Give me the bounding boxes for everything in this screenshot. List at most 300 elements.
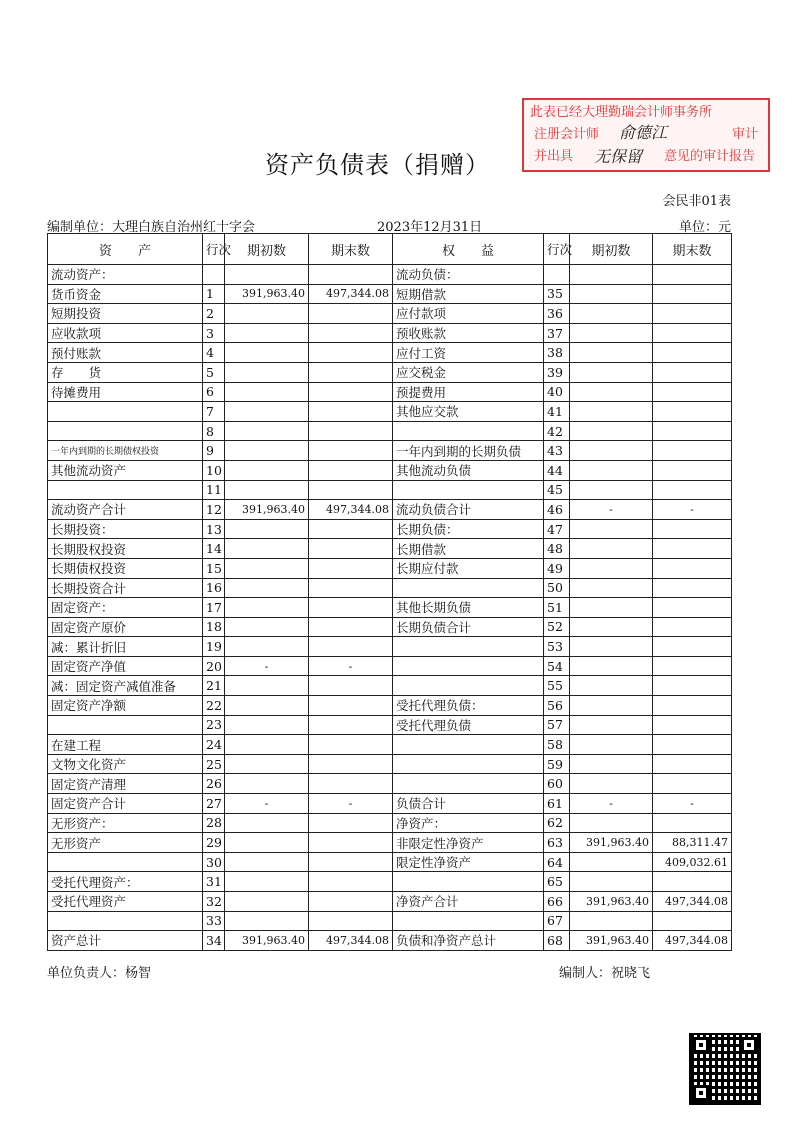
stamp-signature-1: 俞德江 bbox=[619, 123, 668, 142]
report-date: 2023年12月31日 bbox=[377, 220, 483, 235]
asset-cell: 固定资产原价 bbox=[48, 617, 203, 637]
asset-line-no-cell: 29 bbox=[203, 833, 225, 853]
asset-end-cell bbox=[309, 852, 393, 872]
equity-end-cell bbox=[653, 519, 732, 539]
equity-line-no-cell: 61 bbox=[544, 794, 570, 814]
asset-line-no-cell: 1 bbox=[203, 284, 225, 304]
qr-code-icon bbox=[689, 1033, 761, 1105]
asset-line-no-cell: 15 bbox=[203, 558, 225, 578]
asset-end-cell bbox=[309, 676, 393, 696]
equity-line-no-cell: 66 bbox=[544, 892, 570, 912]
asset-cell: 无形资产 bbox=[48, 833, 203, 853]
asset-line-no-cell: 3 bbox=[203, 323, 225, 343]
asset-end-cell bbox=[309, 774, 393, 794]
asset-cell: 长期股权投资 bbox=[48, 539, 203, 559]
equity-cell bbox=[393, 774, 544, 794]
asset-begin-cell bbox=[225, 304, 309, 324]
equity-end-cell: 497,344.08 bbox=[653, 892, 732, 912]
equity-begin-cell bbox=[570, 284, 653, 304]
asset-line-no-cell: 20 bbox=[203, 656, 225, 676]
asset-begin-cell bbox=[225, 343, 309, 363]
asset-cell: 长期投资合计 bbox=[48, 578, 203, 598]
asset-end-cell bbox=[309, 715, 393, 735]
asset-cell: 受托代理资产 bbox=[48, 892, 203, 912]
table-row bbox=[48, 892, 732, 912]
equity-begin-cell bbox=[570, 735, 653, 755]
equity-begin-cell: 391,963.40 bbox=[570, 892, 653, 912]
asset-end-cell bbox=[309, 558, 393, 578]
equity-line-no-cell: 58 bbox=[544, 735, 570, 755]
equity-begin-cell bbox=[570, 578, 653, 598]
asset-cell: 流动资产： bbox=[48, 265, 203, 285]
asset-line-no-cell: 16 bbox=[203, 578, 225, 598]
asset-line-no-cell: 33 bbox=[203, 911, 225, 931]
equity-line-no-cell: 57 bbox=[544, 715, 570, 735]
equity-begin-cell bbox=[570, 911, 653, 931]
equity-line-no-cell: 65 bbox=[544, 872, 570, 892]
equity-begin-cell bbox=[570, 519, 653, 539]
asset-line-no-cell: 26 bbox=[203, 774, 225, 794]
asset-cell: 待摊费用 bbox=[48, 382, 203, 402]
equity-cell: 流动负债合计 bbox=[393, 500, 544, 520]
equity-line-no-cell: 62 bbox=[544, 813, 570, 833]
equity-begin-cell bbox=[570, 343, 653, 363]
header-begin: 期初数 bbox=[225, 234, 309, 265]
table-row bbox=[48, 539, 732, 559]
equity-cell bbox=[393, 754, 544, 774]
equity-cell: 其他流动负债 bbox=[393, 460, 544, 480]
equity-end-cell bbox=[653, 696, 732, 716]
asset-end-cell bbox=[309, 480, 393, 500]
asset-cell: 预付账款 bbox=[48, 343, 203, 363]
equity-line-no-cell: 63 bbox=[544, 833, 570, 853]
asset-line-no-cell bbox=[203, 265, 225, 285]
equity-line-no-cell: 44 bbox=[544, 460, 570, 480]
table-row bbox=[48, 578, 732, 598]
preparer: 编制人：祝晓飞 bbox=[559, 966, 651, 981]
asset-begin-cell bbox=[225, 598, 309, 618]
equity-line-no-cell: 50 bbox=[544, 578, 570, 598]
asset-cell: 文物文化资产 bbox=[48, 754, 203, 774]
table-row bbox=[48, 774, 732, 794]
equity-cell: 负债合计 bbox=[393, 794, 544, 814]
equity-end-cell bbox=[653, 656, 732, 676]
header-end-2: 期末数 bbox=[653, 234, 732, 265]
asset-end-cell bbox=[309, 578, 393, 598]
equity-end-cell: - bbox=[653, 500, 732, 520]
table-row bbox=[48, 421, 732, 441]
asset-cell: 长期债权投资 bbox=[48, 558, 203, 578]
table-row bbox=[48, 676, 732, 696]
equity-end-cell bbox=[653, 735, 732, 755]
equity-end-cell: - bbox=[653, 794, 732, 814]
equity-end-cell bbox=[653, 558, 732, 578]
asset-line-no-cell: 6 bbox=[203, 382, 225, 402]
equity-line-no-cell: 68 bbox=[544, 931, 570, 951]
asset-begin-cell bbox=[225, 911, 309, 931]
asset-begin-cell bbox=[225, 421, 309, 441]
equity-cell bbox=[393, 421, 544, 441]
asset-line-no-cell: 9 bbox=[203, 441, 225, 461]
equity-line-no-cell: 41 bbox=[544, 402, 570, 422]
asset-cell: 短期投资 bbox=[48, 304, 203, 324]
table-row bbox=[48, 696, 732, 716]
equity-cell: 应交税金 bbox=[393, 362, 544, 382]
equity-begin-cell bbox=[570, 872, 653, 892]
asset-end-cell bbox=[309, 304, 393, 324]
equity-end-cell bbox=[653, 402, 732, 422]
equity-cell: 负债和净资产总计 bbox=[393, 931, 544, 951]
equity-line-no-cell: 56 bbox=[544, 696, 570, 716]
equity-cell: 其他应交款 bbox=[393, 402, 544, 422]
equity-begin-cell bbox=[570, 362, 653, 382]
equity-begin-cell bbox=[570, 480, 653, 500]
equity-cell: 预收账款 bbox=[393, 323, 544, 343]
asset-end-cell bbox=[309, 382, 393, 402]
equity-end-cell bbox=[653, 441, 732, 461]
equity-end-cell bbox=[653, 362, 732, 382]
equity-cell bbox=[393, 872, 544, 892]
asset-begin-cell bbox=[225, 852, 309, 872]
table-row bbox=[48, 284, 732, 304]
asset-cell: 减：固定资产减值准备 bbox=[48, 676, 203, 696]
equity-cell: 一年内到期的长期负债 bbox=[393, 441, 544, 461]
asset-begin-cell bbox=[225, 323, 309, 343]
asset-cell: 长期投资： bbox=[48, 519, 203, 539]
equity-end-cell bbox=[653, 343, 732, 363]
asset-line-no-cell: 17 bbox=[203, 598, 225, 618]
asset-end-cell: - bbox=[309, 794, 393, 814]
equity-begin-cell bbox=[570, 265, 653, 285]
stamp-line-1: 此表已经大理勤瑞会计师事务所 bbox=[530, 105, 713, 120]
equity-begin-cell bbox=[570, 421, 653, 441]
asset-cell: 受托代理资产： bbox=[48, 872, 203, 892]
equity-end-cell bbox=[653, 637, 732, 657]
equity-cell bbox=[393, 656, 544, 676]
asset-end-cell bbox=[309, 617, 393, 637]
equity-cell bbox=[393, 480, 544, 500]
asset-line-no-cell: 31 bbox=[203, 872, 225, 892]
asset-end-cell bbox=[309, 362, 393, 382]
equity-cell: 其他长期负债 bbox=[393, 598, 544, 618]
asset-cell: 存 货 bbox=[48, 362, 203, 382]
asset-line-no-cell: 28 bbox=[203, 813, 225, 833]
equity-line-no-cell: 39 bbox=[544, 362, 570, 382]
equity-begin-cell bbox=[570, 460, 653, 480]
table-row bbox=[48, 833, 732, 853]
equity-cell: 流动负债： bbox=[393, 265, 544, 285]
equity-end-cell bbox=[653, 265, 732, 285]
asset-cell: 减：累计折旧 bbox=[48, 637, 203, 657]
asset-end-cell bbox=[309, 421, 393, 441]
equity-begin-cell bbox=[570, 304, 653, 324]
asset-line-no-cell: 22 bbox=[203, 696, 225, 716]
equity-line-no-cell: 64 bbox=[544, 852, 570, 872]
equity-begin-cell: 391,963.40 bbox=[570, 833, 653, 853]
equity-line-no-cell: 36 bbox=[544, 304, 570, 324]
asset-begin-cell bbox=[225, 754, 309, 774]
equity-end-cell bbox=[653, 421, 732, 441]
table-row bbox=[48, 460, 732, 480]
header-end: 期末数 bbox=[309, 234, 393, 265]
asset-begin-cell bbox=[225, 460, 309, 480]
table-row bbox=[48, 931, 732, 951]
asset-end-cell: 497,344.08 bbox=[309, 931, 393, 951]
asset-cell bbox=[48, 852, 203, 872]
equity-cell: 净资产合计 bbox=[393, 892, 544, 912]
asset-end-cell bbox=[309, 441, 393, 461]
header-line-no-2: 行次 bbox=[544, 234, 570, 265]
asset-end-cell bbox=[309, 460, 393, 480]
equity-end-cell bbox=[653, 813, 732, 833]
equity-end-cell bbox=[653, 578, 732, 598]
table-row bbox=[48, 735, 732, 755]
asset-begin-cell bbox=[225, 735, 309, 755]
asset-cell: 固定资产： bbox=[48, 598, 203, 618]
equity-line-no-cell: 46 bbox=[544, 500, 570, 520]
equity-line-no-cell: 67 bbox=[544, 911, 570, 931]
asset-end-cell bbox=[309, 735, 393, 755]
equity-cell bbox=[393, 676, 544, 696]
table-row bbox=[48, 343, 732, 363]
equity-begin-cell bbox=[570, 852, 653, 872]
stamp-audit-word: 审计 bbox=[731, 127, 758, 142]
asset-begin-cell bbox=[225, 539, 309, 559]
equity-end-cell bbox=[653, 676, 732, 696]
equity-end-cell bbox=[653, 754, 732, 774]
equity-begin-cell bbox=[570, 539, 653, 559]
asset-end-cell: 497,344.08 bbox=[309, 500, 393, 520]
table-header-row bbox=[48, 234, 732, 265]
asset-begin-cell bbox=[225, 441, 309, 461]
equity-begin-cell bbox=[570, 382, 653, 402]
asset-end-cell bbox=[309, 519, 393, 539]
equity-cell: 预提费用 bbox=[393, 382, 544, 402]
table-row bbox=[48, 617, 732, 637]
asset-begin-cell bbox=[225, 774, 309, 794]
asset-begin-cell bbox=[225, 558, 309, 578]
table-row bbox=[48, 402, 732, 422]
stamp-opinion: 意见的审计报告 bbox=[664, 149, 756, 164]
asset-end-cell bbox=[309, 892, 393, 912]
asset-begin-cell bbox=[225, 578, 309, 598]
table-row bbox=[48, 852, 732, 872]
equity-end-cell bbox=[653, 598, 732, 618]
footer bbox=[47, 962, 731, 980]
equity-cell: 限定性净资产 bbox=[393, 852, 544, 872]
equity-begin-cell bbox=[570, 441, 653, 461]
preparing-org: 编制单位：大理白族自治州红十字会 bbox=[47, 220, 256, 235]
equity-cell: 短期借款 bbox=[393, 284, 544, 304]
asset-end-cell bbox=[309, 872, 393, 892]
asset-begin-cell bbox=[225, 813, 309, 833]
equity-line-no-cell: 51 bbox=[544, 598, 570, 618]
asset-cell: 固定资产净额 bbox=[48, 696, 203, 716]
equity-line-no-cell: 53 bbox=[544, 637, 570, 657]
asset-begin-cell: - bbox=[225, 656, 309, 676]
asset-begin-cell bbox=[225, 892, 309, 912]
equity-begin-cell bbox=[570, 402, 653, 422]
asset-cell bbox=[48, 480, 203, 500]
equity-cell: 长期负债合计 bbox=[393, 617, 544, 637]
asset-end-cell bbox=[309, 833, 393, 853]
asset-end-cell bbox=[309, 696, 393, 716]
table-row bbox=[48, 558, 732, 578]
equity-end-cell: 88,311.47 bbox=[653, 833, 732, 853]
equity-begin-cell: - bbox=[570, 794, 653, 814]
asset-begin-cell: 391,963.40 bbox=[225, 284, 309, 304]
asset-end-cell bbox=[309, 911, 393, 931]
equity-line-no-cell: 43 bbox=[544, 441, 570, 461]
stamp-signature-2: 无保留 bbox=[594, 147, 643, 166]
header-line-no: 行次 bbox=[203, 234, 225, 265]
equity-line-no-cell: 42 bbox=[544, 421, 570, 441]
equity-line-no-cell: 40 bbox=[544, 382, 570, 402]
equity-end-cell bbox=[653, 480, 732, 500]
equity-cell: 长期借款 bbox=[393, 539, 544, 559]
asset-cell: 应收款项 bbox=[48, 323, 203, 343]
table-row bbox=[48, 362, 732, 382]
asset-line-no-cell: 5 bbox=[203, 362, 225, 382]
equity-cell: 长期应付款 bbox=[393, 558, 544, 578]
equity-line-no-cell: 38 bbox=[544, 343, 570, 363]
asset-end-cell bbox=[309, 754, 393, 774]
equity-cell: 受托代理负债 bbox=[393, 715, 544, 735]
asset-cell: 在建工程 bbox=[48, 735, 203, 755]
stamp-line-3: 并出具 bbox=[534, 149, 574, 164]
page-title: 资产负债表（捐赠） bbox=[265, 151, 490, 179]
asset-cell: 固定资产合计 bbox=[48, 794, 203, 814]
asset-line-no-cell: 34 bbox=[203, 931, 225, 951]
asset-line-no-cell: 13 bbox=[203, 519, 225, 539]
stamp-line-2: 注册会计师 bbox=[534, 127, 600, 142]
asset-end-cell bbox=[309, 343, 393, 363]
meta-row bbox=[47, 216, 731, 234]
asset-end-cell bbox=[309, 637, 393, 657]
table-row bbox=[48, 323, 732, 343]
equity-begin-cell: - bbox=[570, 500, 653, 520]
equity-line-no-cell: 54 bbox=[544, 656, 570, 676]
asset-cell bbox=[48, 715, 203, 735]
asset-begin-cell: - bbox=[225, 794, 309, 814]
asset-end-cell: - bbox=[309, 656, 393, 676]
asset-cell bbox=[48, 402, 203, 422]
responsible-person: 单位负责人：杨智 bbox=[47, 966, 152, 981]
equity-line-no-cell: 48 bbox=[544, 539, 570, 559]
asset-line-no-cell: 23 bbox=[203, 715, 225, 735]
header-asset: 资 产 bbox=[48, 234, 203, 265]
asset-line-no-cell: 27 bbox=[203, 794, 225, 814]
equity-line-no-cell: 60 bbox=[544, 774, 570, 794]
equity-end-cell: 497,344.08 bbox=[653, 931, 732, 951]
asset-line-no-cell: 11 bbox=[203, 480, 225, 500]
asset-line-no-cell: 7 bbox=[203, 402, 225, 422]
equity-end-cell bbox=[653, 284, 732, 304]
table-row bbox=[48, 265, 732, 285]
asset-cell bbox=[48, 421, 203, 441]
equity-line-no-cell: 35 bbox=[544, 284, 570, 304]
table-row bbox=[48, 754, 732, 774]
equity-begin-cell bbox=[570, 656, 653, 676]
asset-begin-cell: 391,963.40 bbox=[225, 500, 309, 520]
equity-cell: 受托代理负债： bbox=[393, 696, 544, 716]
asset-cell: 无形资产： bbox=[48, 813, 203, 833]
table-row bbox=[48, 480, 732, 500]
equity-cell: 应付工资 bbox=[393, 343, 544, 363]
equity-end-cell bbox=[653, 872, 732, 892]
equity-line-no-cell: 59 bbox=[544, 754, 570, 774]
equity-end-cell bbox=[653, 304, 732, 324]
asset-line-no-cell: 19 bbox=[203, 637, 225, 657]
equity-line-no-cell bbox=[544, 265, 570, 285]
asset-cell bbox=[48, 911, 203, 931]
equity-begin-cell bbox=[570, 754, 653, 774]
asset-end-cell bbox=[309, 323, 393, 343]
asset-begin-cell bbox=[225, 696, 309, 716]
asset-begin-cell bbox=[225, 382, 309, 402]
asset-end-cell: 497,344.08 bbox=[309, 284, 393, 304]
equity-end-cell bbox=[653, 617, 732, 637]
asset-begin-cell bbox=[225, 715, 309, 735]
equity-end-cell: 409,032.61 bbox=[653, 852, 732, 872]
asset-begin-cell bbox=[225, 519, 309, 539]
equity-cell: 净资产： bbox=[393, 813, 544, 833]
equity-begin-cell bbox=[570, 696, 653, 716]
equity-begin-cell bbox=[570, 617, 653, 637]
asset-line-no-cell: 8 bbox=[203, 421, 225, 441]
equity-begin-cell bbox=[570, 323, 653, 343]
asset-end-cell bbox=[309, 265, 393, 285]
asset-line-no-cell: 32 bbox=[203, 892, 225, 912]
table-row bbox=[48, 519, 732, 539]
table-row bbox=[48, 656, 732, 676]
asset-line-no-cell: 21 bbox=[203, 676, 225, 696]
equity-begin-cell: 391,963.40 bbox=[570, 931, 653, 951]
asset-cell: 固定资产净值 bbox=[48, 656, 203, 676]
equity-line-no-cell: 52 bbox=[544, 617, 570, 637]
equity-begin-cell bbox=[570, 558, 653, 578]
asset-line-no-cell: 2 bbox=[203, 304, 225, 324]
asset-line-no-cell: 14 bbox=[203, 539, 225, 559]
asset-end-cell bbox=[309, 539, 393, 559]
header-equity: 权 益 bbox=[393, 234, 544, 265]
asset-line-no-cell: 30 bbox=[203, 852, 225, 872]
balance-sheet-table bbox=[47, 233, 732, 951]
equity-end-cell bbox=[653, 382, 732, 402]
form-number: 会民非01表 bbox=[662, 194, 731, 209]
equity-cell: 非限定性净资产 bbox=[393, 833, 544, 853]
header-begin-2: 期初数 bbox=[570, 234, 653, 265]
table-row bbox=[48, 794, 732, 814]
table-row bbox=[48, 598, 732, 618]
asset-begin-cell bbox=[225, 676, 309, 696]
asset-begin-cell bbox=[225, 265, 309, 285]
equity-line-no-cell: 49 bbox=[544, 558, 570, 578]
table-row bbox=[48, 304, 732, 324]
asset-begin-cell bbox=[225, 480, 309, 500]
equity-cell bbox=[393, 637, 544, 657]
asset-begin-cell bbox=[225, 833, 309, 853]
table-row bbox=[48, 637, 732, 657]
asset-end-cell bbox=[309, 402, 393, 422]
asset-line-no-cell: 12 bbox=[203, 500, 225, 520]
equity-end-cell bbox=[653, 323, 732, 343]
equity-cell: 应付款项 bbox=[393, 304, 544, 324]
asset-begin-cell bbox=[225, 617, 309, 637]
equity-cell bbox=[393, 735, 544, 755]
audit-stamp bbox=[522, 98, 770, 172]
table-row bbox=[48, 813, 732, 833]
